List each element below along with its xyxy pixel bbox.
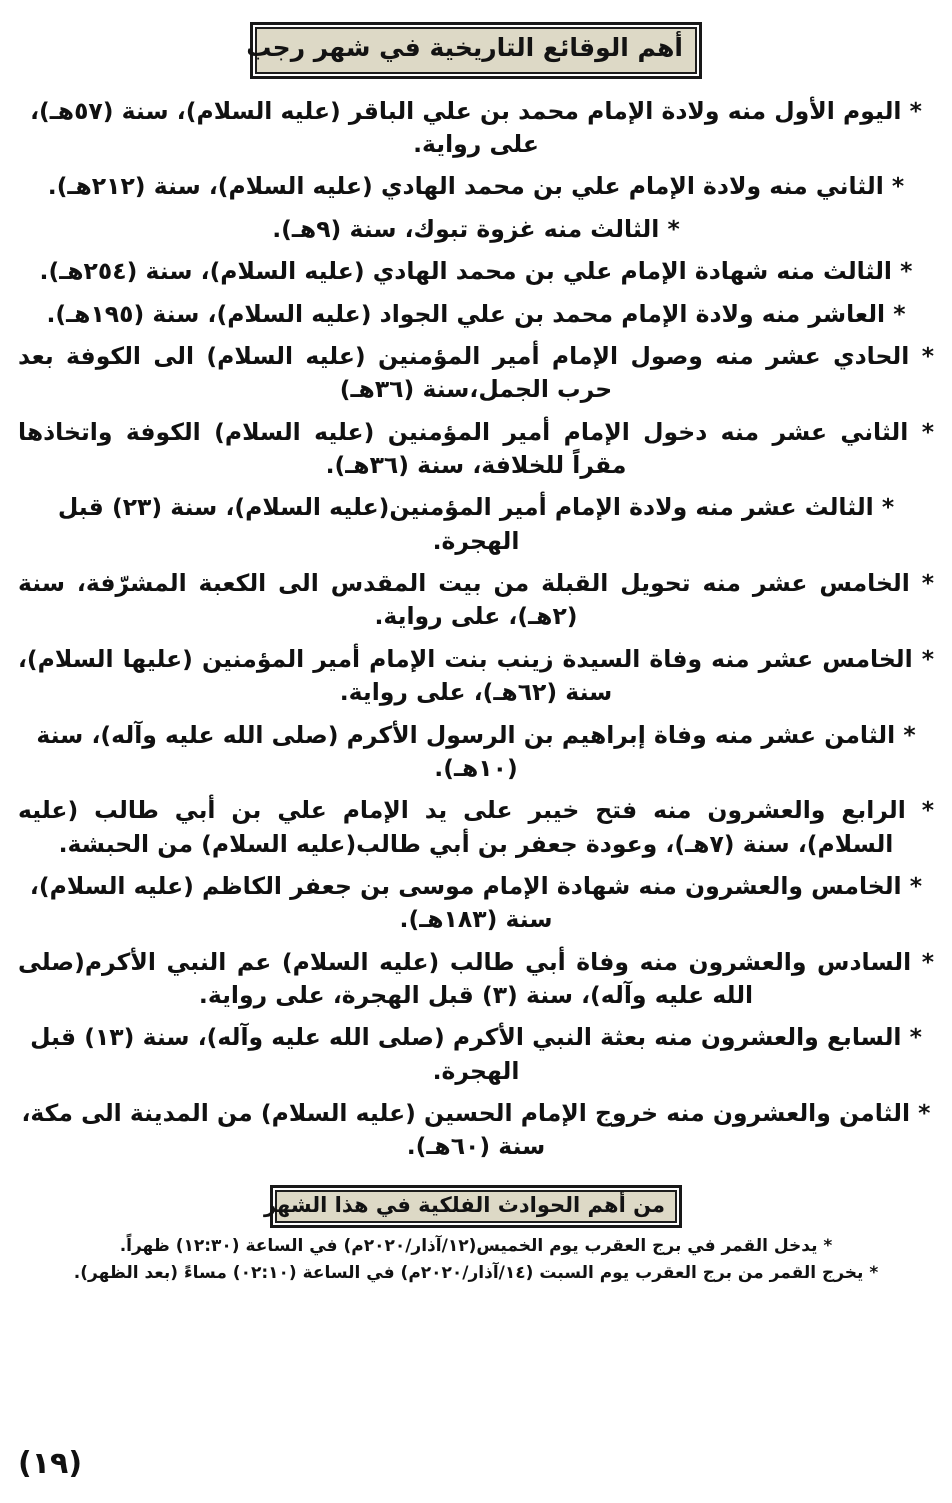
- event-list-item: * الثامن عشر منه وفاة إبراهيم بن الرسول الأكرم (صلى الله عليه وآله)، سنة (١٠هـ).: [36, 720, 916, 782]
- event-list-item: * الثامن والعشرون منه خروج الإمام الحسين (عليه السلام) من المدينة الى مكة، سنة (٦٠هـ).: [21, 1099, 931, 1161]
- page-number: (١٩): [18, 1446, 83, 1481]
- event-list-item: * الخامس عشر منه وفاة السيدة زينب بنت الإمام أمير المؤمنين (عليها السلام)، سنة (٦٢هـ)، على رواية.: [18, 644, 934, 707]
- event-list-item: * الثاني منه ولادة الإمام علي بن محمد الهادي (عليه السلام)، سنة (٢١٢هـ).: [47, 172, 905, 201]
- event-list-item: * الحادي عشر منه وصول الإمام أمير المؤمنين (عليه السلام) الى الكوفة بعد حرب الجمل،سنة (٣٦هـ): [18, 341, 934, 404]
- event-list-item: * السابع والعشرون منه بعثة النبي الأكرم (صلى الله عليه وآله)، سنة (١٣) قبل الهجرة.: [30, 1023, 922, 1085]
- event-list-item: * الثالث منه غزوة تبوك، سنة (٩هـ).: [272, 214, 680, 243]
- astro-box-wrapper: [18, 1173, 934, 1228]
- astro-list-item: * يخرج القمر من برج العقرب يوم السبت (١٤/آذار/٢٠٢٠م) في الساعة (٠٢:١٠) مساءً (بعد الظهر).: [73, 1263, 879, 1284]
- event-list-item: * السادس والعشرون منه وفاة أبي طالب (عليه السلام) عم النبي الأكرم(صلى الله عليه وآله)، سنة (٣) قبل الهجرة، على رواية.: [18, 947, 934, 1010]
- page-title: أهم الوقائع التاريخية في شهر رجب: [246, 33, 683, 62]
- bottom-spacer: [18, 1289, 934, 1329]
- event-list-item: * الرابع والعشرون منه فتح خيبر على يد الإمام علي بن أبي طالب (عليه السلام)، سنة (٧هـ)، وعودة جعفر بن أبي طالب(عليه السلام) من الحبشة.: [18, 796, 934, 858]
- title-box-wrapper: [18, 0, 934, 79]
- event-list-item: * الخامس عشر منه تحويل القبلة من بيت المقدس الى الكعبة المشرّفة، سنة (٢هـ)، على رواية.: [18, 569, 934, 631]
- astronomical-events-title-box: [263, 1185, 682, 1228]
- event-list-item: * العاشر منه ولادة الإمام محمد بن علي الجواد (عليه السلام)، سنة (١٩٥هـ).: [46, 299, 906, 328]
- event-list-item: * الثاني عشر منه دخول الإمام أمير المؤمنين (عليه السلام) الكوفة واتخاذها مقراً للخلافة، سنة (٣٦هـ).: [18, 417, 934, 479]
- historical-events-list: [18, 95, 934, 1164]
- astronomical-events-list: [18, 1234, 934, 1287]
- astronomical-section-title: من أهم الحوادث الفلكية في هذا الشهر: [263, 1192, 665, 1217]
- astro-list-item: * يدخل القمر في برج العقرب يوم الخميس(١٢/آذار/٢٠٢٠م) في الساعة (١٢:٣٠) ظهراً.: [119, 1235, 833, 1256]
- historical-events-title-box: [246, 22, 702, 79]
- event-list-item: * اليوم الأول منه ولادة الإمام محمد بن علي الباقر (عليه السلام)، سنة (٥٧هـ)، على رواية.: [30, 96, 922, 159]
- event-list-item: * الخامس والعشرون منه شهادة الإمام موسى بن جعفر الكاظم (عليه السلام)، سنة (١٨٣هـ).: [29, 871, 923, 934]
- event-list-item: * الثالث عشر منه ولادة الإمام أمير المؤمنين(عليه السلام)، سنة (٢٣) قبل الهجرة.: [57, 493, 895, 555]
- event-list-item: * الثالث منه شهادة الإمام علي بن محمد الهادي (عليه السلام)، سنة (٢٥٤هـ).: [39, 257, 913, 286]
